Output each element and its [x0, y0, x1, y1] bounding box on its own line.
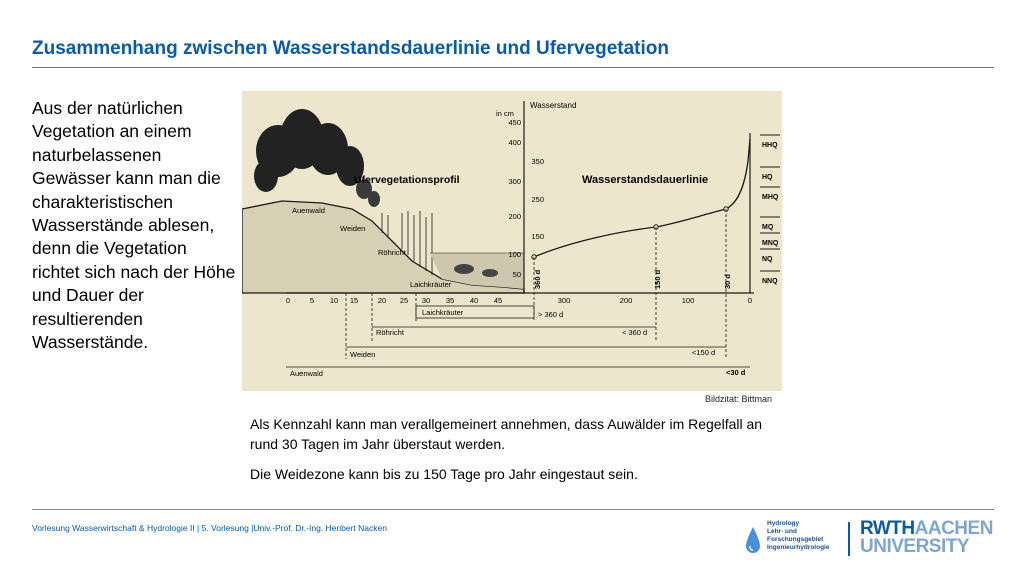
svg-text:0: 0: [747, 296, 753, 305]
svg-text:15: 15: [349, 296, 359, 305]
svg-text:MNQ: MNQ: [762, 240, 779, 247]
x-tick-labels-curve: [558, 296, 752, 305]
svg-text:100: 100: [508, 250, 521, 259]
svg-text:Auenwald: Auenwald: [290, 369, 323, 378]
svg-text:40: 40: [469, 296, 479, 305]
svg-text:NQ: NQ: [762, 256, 773, 263]
zone-laichkraeuter: Laichkräuter: [410, 280, 452, 289]
svg-text:400: 400: [508, 138, 521, 147]
paragraph-weiden: Die Weidezone kann bis zu 150 Tage pro Jahr eingestaut sein.: [250, 466, 638, 482]
svg-text:10: 10: [329, 296, 339, 305]
svg-text:50: 50: [512, 270, 521, 279]
duration-curve: [534, 139, 750, 257]
zone-roehricht: Röhricht: [378, 248, 406, 257]
svg-text:350: 350: [531, 157, 544, 166]
curve-label: Wasserstandsdauerlinie: [582, 174, 709, 186]
svg-text:0: 0: [285, 296, 291, 305]
svg-text:150: 150: [531, 232, 544, 241]
footer-text: Vorlesung Wasserwirtschaft & Hydrologie II | 5. Vorlesung |Univ.-Prof. Dr.-Ing. Heribert Nacken: [32, 523, 387, 533]
duration-bars: [286, 306, 750, 378]
zone-weiden: Weiden: [340, 224, 366, 233]
marker-150: 150 d: [653, 269, 662, 289]
svg-text:20: 20: [377, 296, 387, 305]
paragraph-auwald: Als Kennzahl kann man verallgemeinert annehmen, dass Auwälder im Regelfall an rund 30 Tagen im Jahr überstaut werden.: [250, 416, 763, 452]
rwth-logo: RWTHAACHEN UNIVERSITY: [860, 518, 993, 557]
title-divider: [32, 67, 994, 68]
svg-text:5: 5: [309, 296, 315, 305]
zone-auenwald: Auenwald: [292, 206, 325, 215]
intro-text: Aus der natürlichen Vegetation an einem naturbelassenen Gewässer kann man die charakteristischen Wasserstände ablesen, denn die Vegetation richtet sich nach der Höhe und Dauer der resultierenden Wasserstände.: [32, 98, 236, 353]
svg-text:HHQ: HHQ: [762, 142, 778, 149]
svg-text:200: 200: [508, 212, 521, 221]
svg-text:450: 450: [508, 118, 521, 127]
svg-text:300: 300: [508, 177, 521, 186]
x-tick-labels-profile: [286, 296, 502, 305]
svg-text:Laichkräuter: Laichkräuter: [422, 308, 464, 317]
svg-text:<150 d: <150 d: [692, 348, 716, 357]
svg-text:45: 45: [493, 296, 503, 305]
y-axis-unit: in cm: [496, 109, 514, 118]
svg-text:25: 25: [399, 296, 409, 305]
svg-text:30: 30: [421, 296, 431, 305]
svg-text:250: 250: [531, 195, 544, 204]
svg-text:Röhricht: Röhricht: [376, 328, 404, 337]
svg-text:200: 200: [619, 296, 633, 305]
svg-text:> 360 d: > 360 d: [538, 310, 564, 319]
water-level-labels: [760, 135, 780, 285]
hydrology-logo: [745, 520, 845, 560]
svg-text:35: 35: [445, 296, 455, 305]
footer-divider: [32, 509, 994, 510]
svg-text:<30 d: <30 d: [726, 368, 746, 377]
image-credit: Bildzitat: Bittman: [705, 394, 773, 404]
svg-text:100: 100: [681, 296, 695, 305]
svg-text:NNQ: NNQ: [762, 278, 778, 285]
svg-text:MQ: MQ: [762, 224, 774, 231]
svg-text:< 360 d: < 360 d: [622, 328, 648, 337]
logo-separator: [848, 522, 850, 556]
y-axis-label: Wasserstand: [530, 101, 577, 110]
marker-30: 30 d: [723, 273, 732, 289]
svg-text:300: 300: [557, 296, 571, 305]
marker-360: 360 d: [533, 269, 542, 289]
svg-text:HQ: HQ: [762, 174, 773, 181]
profile-label: Ufervegetationsprofil: [354, 174, 460, 186]
slide-title: Zusammenhang zwischen Wasserstandsdauerlinie und Ufervegetation: [32, 38, 670, 59]
tree-cluster: [254, 109, 364, 192]
svg-text:Weiden: Weiden: [350, 350, 376, 359]
hydrology-logo-text: Hydrology Lehr- und Forschungsgebiet Ingenieurhydrologie: [767, 520, 830, 551]
svg-text:MHQ: MHQ: [762, 194, 779, 201]
water-drop-icon: [745, 526, 761, 556]
vegetation-diagram: [242, 91, 782, 391]
